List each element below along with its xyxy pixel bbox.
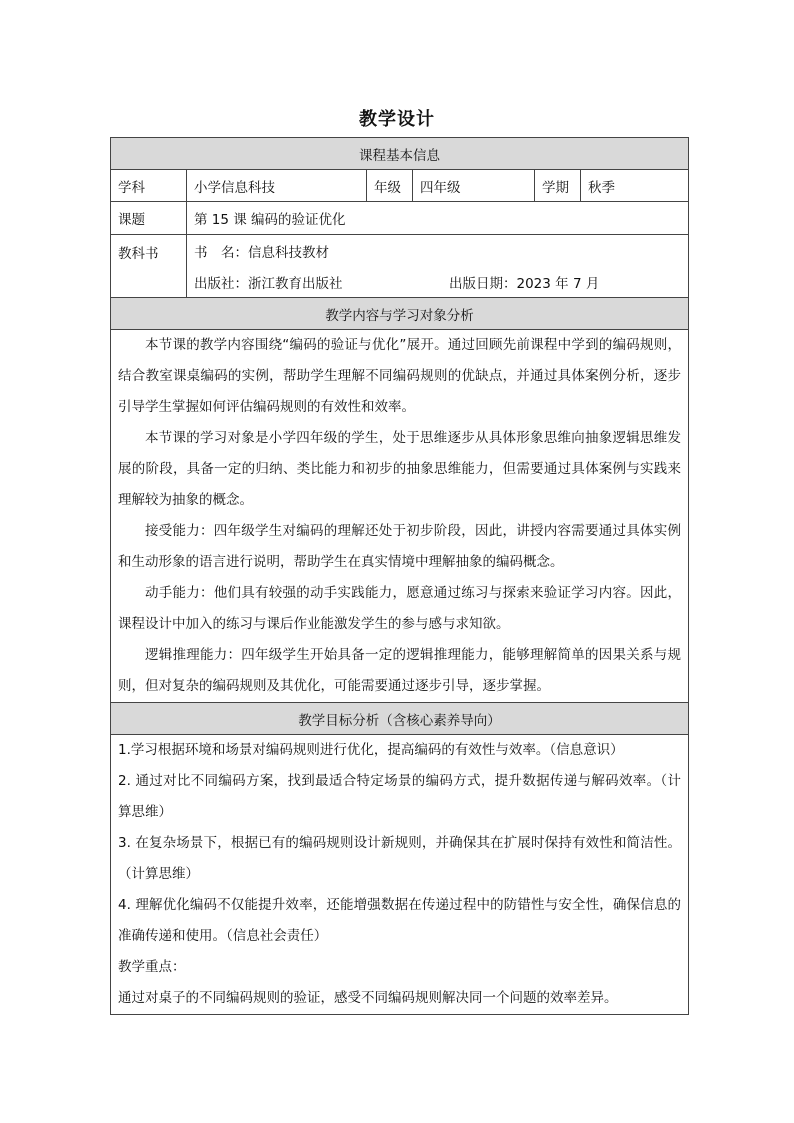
subject-value: 小学信息科技 <box>187 170 367 202</box>
lesson-value: 第 15 课 编码的验证优化 <box>187 202 689 235</box>
lesson-design-table <box>110 137 689 1015</box>
analysis-content <box>111 330 689 703</box>
textbook-label: 教科书 <box>111 235 187 298</box>
subject-label: 学科 <box>111 170 187 202</box>
key-point-label: 教学重点： <box>118 959 186 975</box>
objective-item: 4. 理解优化编码不仅能提升效率，还能增强数据在传递过程中的防错性与安全性，确保信息的准确传递和使用。（信息社会责任） <box>118 897 681 944</box>
analysis-header: 教学内容与学习对象分析 <box>111 298 689 330</box>
publisher-row <box>187 266 689 298</box>
document-title: 教学设计 <box>359 109 435 130</box>
objective-item: 3. 在复杂场景下，根据已有的编码规则设计新规则，并确保其在扩展时保持有效性和简洁性。（计算思维） <box>118 835 681 882</box>
term-label: 学期 <box>535 170 581 202</box>
analysis-paragraph: 本节课的学习对象是小学四年级的学生，处于思维逐步从具体形象思维向抽象逻辑思维发展的阶段，具备一定的归纳、类比能力和初步的抽象思维能力，但需要通过具体案例与实践来理解较为抽象的概念。 <box>118 430 681 508</box>
analysis-paragraph: 动手能力：他们具有较强的动手实践能力，愿意通过练习与探索来验证学习内容。因此，课程设计中加入的练习与课后作业能激发学生的参与感与求知欲。 <box>118 585 681 632</box>
book-name: 书 名：信息科技教材 <box>187 235 689 267</box>
key-point-text: 通过对桌子的不同编码规则的验证，感受不同编码规则解决同一个问题的效率差异。 <box>118 990 618 1006</box>
grade-label: 年级 <box>367 170 413 202</box>
term-value: 秋季 <box>581 170 689 202</box>
lesson-label: 课题 <box>111 202 187 235</box>
objective-item: 2. 通过对比不同编码方案，找到最适合特定场景的编码方式，提升数据传递与解码效率。（计算思维） <box>118 773 681 820</box>
objectives-content <box>111 735 689 1015</box>
publisher: 出版社：浙江教育出版社 <box>194 275 343 292</box>
grade-value: 四年级 <box>413 170 535 202</box>
analysis-paragraph: 接受能力：四年级学生对编码的理解还处于初步阶段，因此，讲授内容需要通过具体实例和生动形象的语言进行说明，帮助学生在真实情境中理解抽象的编码概念。 <box>118 523 681 570</box>
basic-info-header: 课程基本信息 <box>111 138 689 170</box>
analysis-paragraph: 逻辑推理能力：四年级学生开始具备一定的逻辑推理能力，能够理解简单的因果关系与规则，但对复杂的编码规则及其优化，可能需要通过逐步引导，逐步掌握。 <box>118 647 681 694</box>
objective-item: 1.学习根据环境和场景对编码规则进行优化，提高编码的有效性与效率。（信息意识） <box>118 742 624 758</box>
objectives-header: 教学目标分析（含核心素养导向） <box>111 703 689 735</box>
publish-date: 出版日期：2023 年 7 月 <box>449 275 600 292</box>
analysis-paragraph: 本节课的教学内容围绕“编码的验证与优化”展开。通过回顾先前课程中学到的编码规则，结合教室课桌编码的实例，帮助学生理解不同编码规则的优缺点，并通过具体案例分析，逐步引导学生掌握如何评估编码规则的有效性和效率。 <box>118 337 681 415</box>
